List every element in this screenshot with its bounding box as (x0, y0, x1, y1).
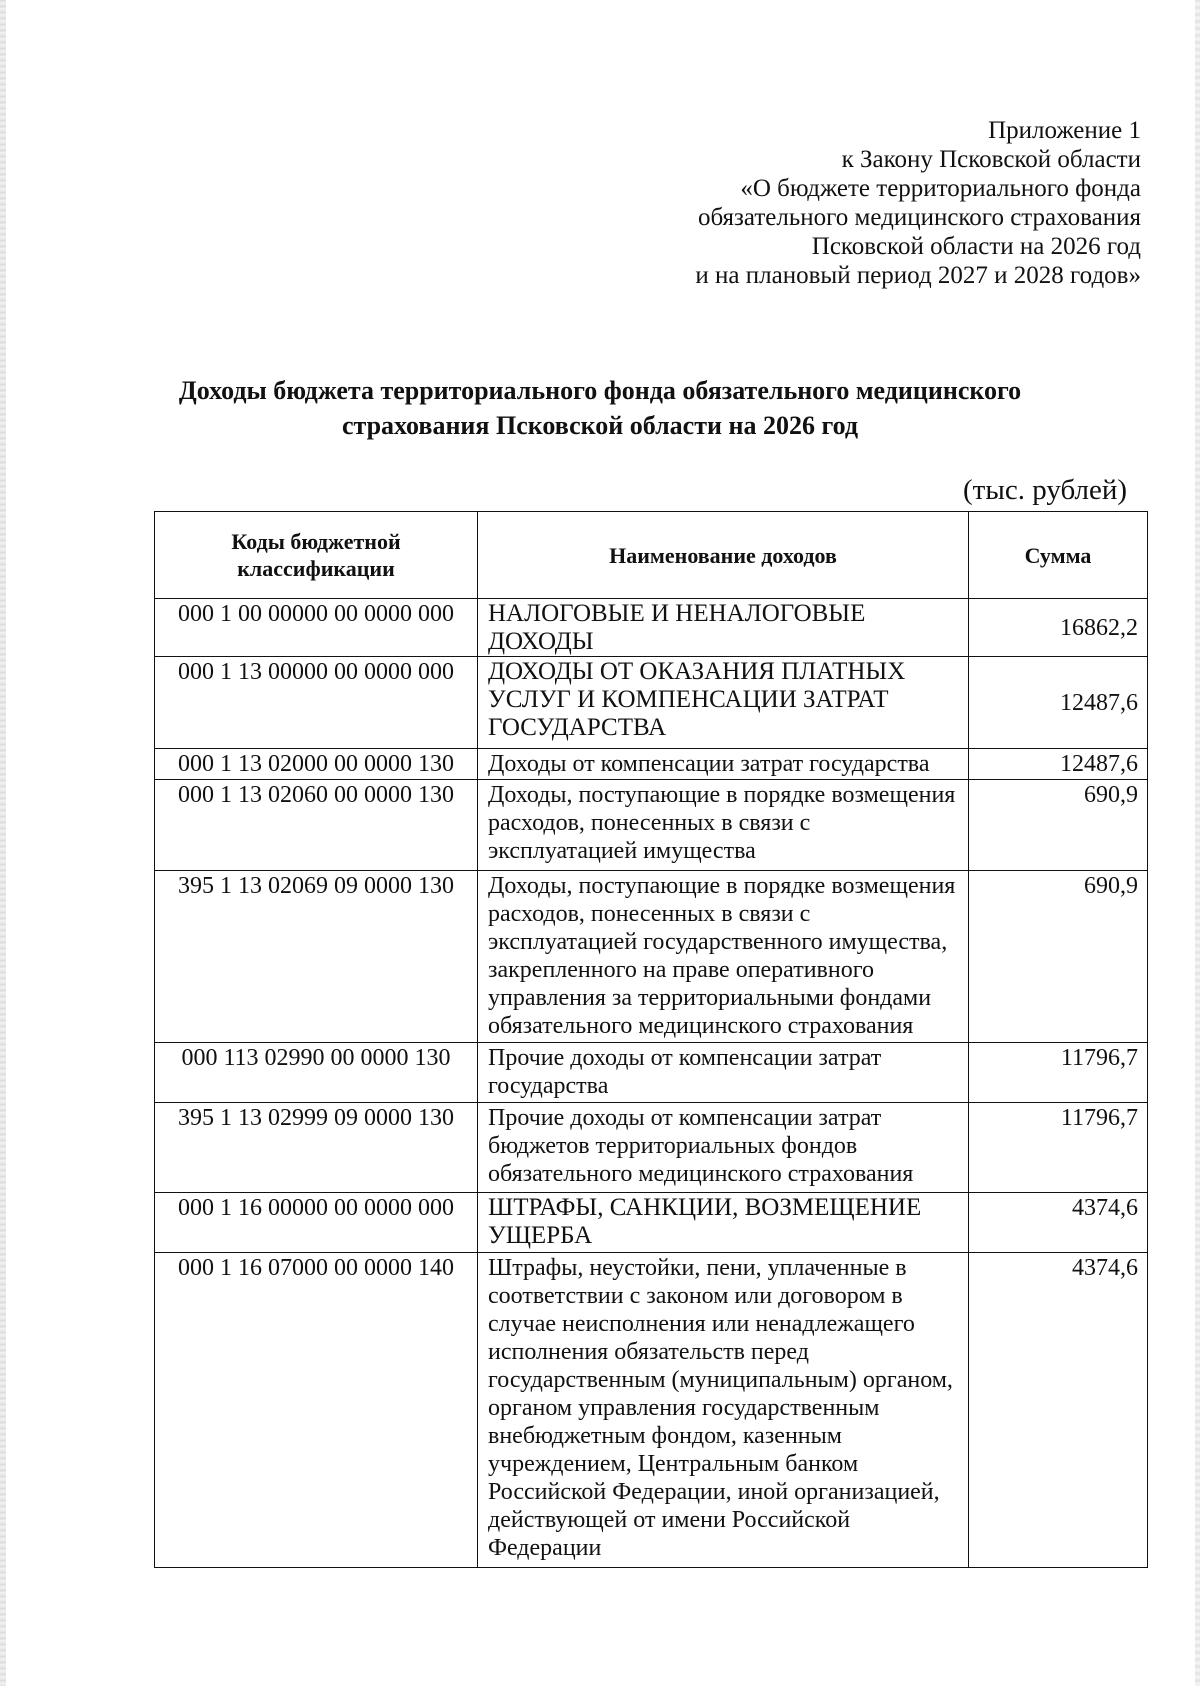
row-name: Прочие доходы от компенсации затрат государства (478, 1043, 969, 1103)
unit-note: (тыс. рублей) (963, 474, 1127, 506)
row-sum: 690,9 (969, 871, 1148, 1043)
document-title-line: Доходы бюджета территориального фонда обязательного медицинского (178, 376, 1022, 405)
row-code: 000 1 16 07000 00 0000 140 (155, 1253, 478, 1568)
row-name: Штрафы, неустойки, пени, уплаченные в соответствии с законом или договором в случае неисполнения или ненадлежащего исполнения обязательств перед государственным (муниципальным) органом, органом управления государственным внебюджетным фондом, казенным учреждением, Центральным банком Российской Федерации, иной организацией, действующей от имени Российской Федерации (478, 1253, 969, 1568)
row-name: Доходы от компенсации затрат государства (478, 749, 969, 780)
annex-line: Псковской области на 2026 год (811, 233, 1141, 260)
row-name: ШТРАФЫ, САНКЦИИ, ВОЗМЕЩЕНИЕ УЩЕРБА (478, 1193, 969, 1253)
table-row (155, 1193, 1148, 1253)
table-row (155, 599, 1148, 657)
annex-line: обязательного медицинского страхования (697, 204, 1141, 231)
table-row (155, 780, 1148, 871)
row-code: 395 1 13 02999 09 0000 130 (155, 1103, 478, 1193)
revenue-table (154, 511, 1148, 1568)
annex-line: Приложение 1 (988, 117, 1141, 144)
row-sum: 11796,7 (969, 1043, 1148, 1103)
document-title-line: страхования Псковской области на 2026 год (341, 411, 859, 440)
row-sum: 16862,2 (969, 599, 1148, 657)
row-code: 395 1 13 02069 09 0000 130 (155, 871, 478, 1043)
document-title (120, 373, 1080, 443)
row-sum: 12487,6 (969, 657, 1148, 749)
table-row (155, 657, 1148, 749)
row-name: ДОХОДЫ ОТ ОКАЗАНИЯ ПЛАТНЫХ УСЛУГ И КОМПЕНСАЦИИ ЗАТРАТ ГОСУДАРСТВА (478, 657, 969, 749)
annex-line: к Закону Псковской области (841, 146, 1141, 173)
scan-edge-left (0, 0, 6, 1686)
table-row (155, 1103, 1148, 1193)
row-code: 000 1 16 00000 00 0000 000 (155, 1193, 478, 1253)
row-name: Прочие доходы от компенсации затрат бюджетов территориальных фондов обязательного медицинского страхования (478, 1103, 969, 1193)
row-code: 000 113 02990 00 0000 130 (155, 1043, 478, 1103)
row-name: НАЛОГОВЫЕ И НЕНАЛОГОВЫЕ ДОХОДЫ (478, 599, 969, 657)
row-sum: 11796,7 (969, 1103, 1148, 1193)
table-header-row (155, 512, 1148, 599)
table-row (155, 871, 1148, 1043)
row-code: 000 1 13 02000 00 0000 130 (155, 749, 478, 780)
row-sum: 4374,6 (969, 1253, 1148, 1568)
row-sum: 12487,6 (969, 749, 1148, 780)
annex-line: «О бюджете территориального фонда (740, 175, 1141, 202)
header-code-line: Коды бюджетной (231, 529, 401, 554)
table-row (155, 749, 1148, 780)
row-name: Доходы, поступающие в порядке возмещения расходов, понесенных в связи с эксплуатацией имущества (478, 780, 969, 871)
table-row (155, 1253, 1148, 1568)
header-code-line: классификации (237, 556, 395, 581)
row-code: 000 1 13 00000 00 0000 000 (155, 657, 478, 749)
row-sum: 4374,6 (969, 1193, 1148, 1253)
annex-header (695, 116, 1141, 290)
row-sum: 690,9 (969, 780, 1148, 871)
header-name: Наименование доходов (478, 512, 969, 599)
row-name: Доходы, поступающие в порядке возмещения расходов, понесенных в связи с эксплуатацией государственного имущества, закрепленного на праве оперативного управления за территориальными фондами обязательного медицинского страхования (478, 871, 969, 1043)
scan-edge-right (1195, 0, 1200, 1686)
header-sum: Сумма (969, 512, 1148, 599)
header-code (155, 512, 478, 599)
row-code: 000 1 13 02060 00 0000 130 (155, 780, 478, 871)
annex-line: и на плановый период 2027 и 2028 годов» (695, 262, 1141, 289)
table-row (155, 1043, 1148, 1103)
row-code: 000 1 00 00000 00 0000 000 (155, 599, 478, 657)
